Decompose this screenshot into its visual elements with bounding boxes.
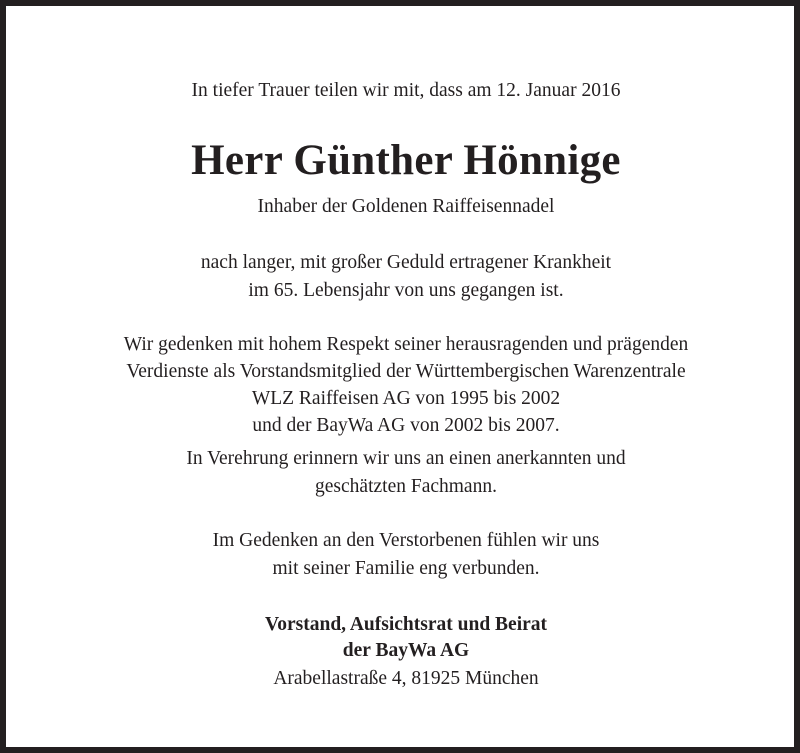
signature-company: der BayWa AG xyxy=(342,640,470,661)
deceased-name: Herr Günther Hönnige xyxy=(191,137,621,184)
passing-line: im 65. Lebensjahr von uns gegangen ist. xyxy=(248,280,564,301)
veneration-line: In Verehrung erinnern wir uns an einen anerkannten und xyxy=(186,448,626,469)
tribute-line: und der BayWa AG von 2002 bis 2007. xyxy=(252,415,560,436)
tribute-line: Verdienste als Vorstandsmitglied der Württembergischen Warenzentrale xyxy=(126,361,686,382)
condolence-line: mit seiner Familie eng verbunden. xyxy=(272,558,540,579)
tribute-line: WLZ Raiffeisen AG von 1995 bis 2002 xyxy=(251,388,561,409)
tribute-line: Wir gedenken mit hohem Respekt seiner herausragenden und prägenden xyxy=(123,334,689,355)
condolence-line: Im Gedenken an den Verstorbenen fühlen wir uns xyxy=(212,530,600,551)
honor-text: Inhaber der Goldenen Raiffeisennadel xyxy=(257,196,555,217)
signature-address: Arabellastraße 4, 81925 München xyxy=(273,668,539,689)
intro-text: In tiefer Trauer teilen wir mit, dass am 12. Januar 2016 xyxy=(191,80,621,101)
signature-line: Vorstand, Aufsichtsrat und Beirat xyxy=(264,614,548,635)
veneration-line: geschätzten Fachmann. xyxy=(315,476,497,497)
passing-line: nach langer, mit großer Geduld ertragener Krankheit xyxy=(200,252,612,273)
